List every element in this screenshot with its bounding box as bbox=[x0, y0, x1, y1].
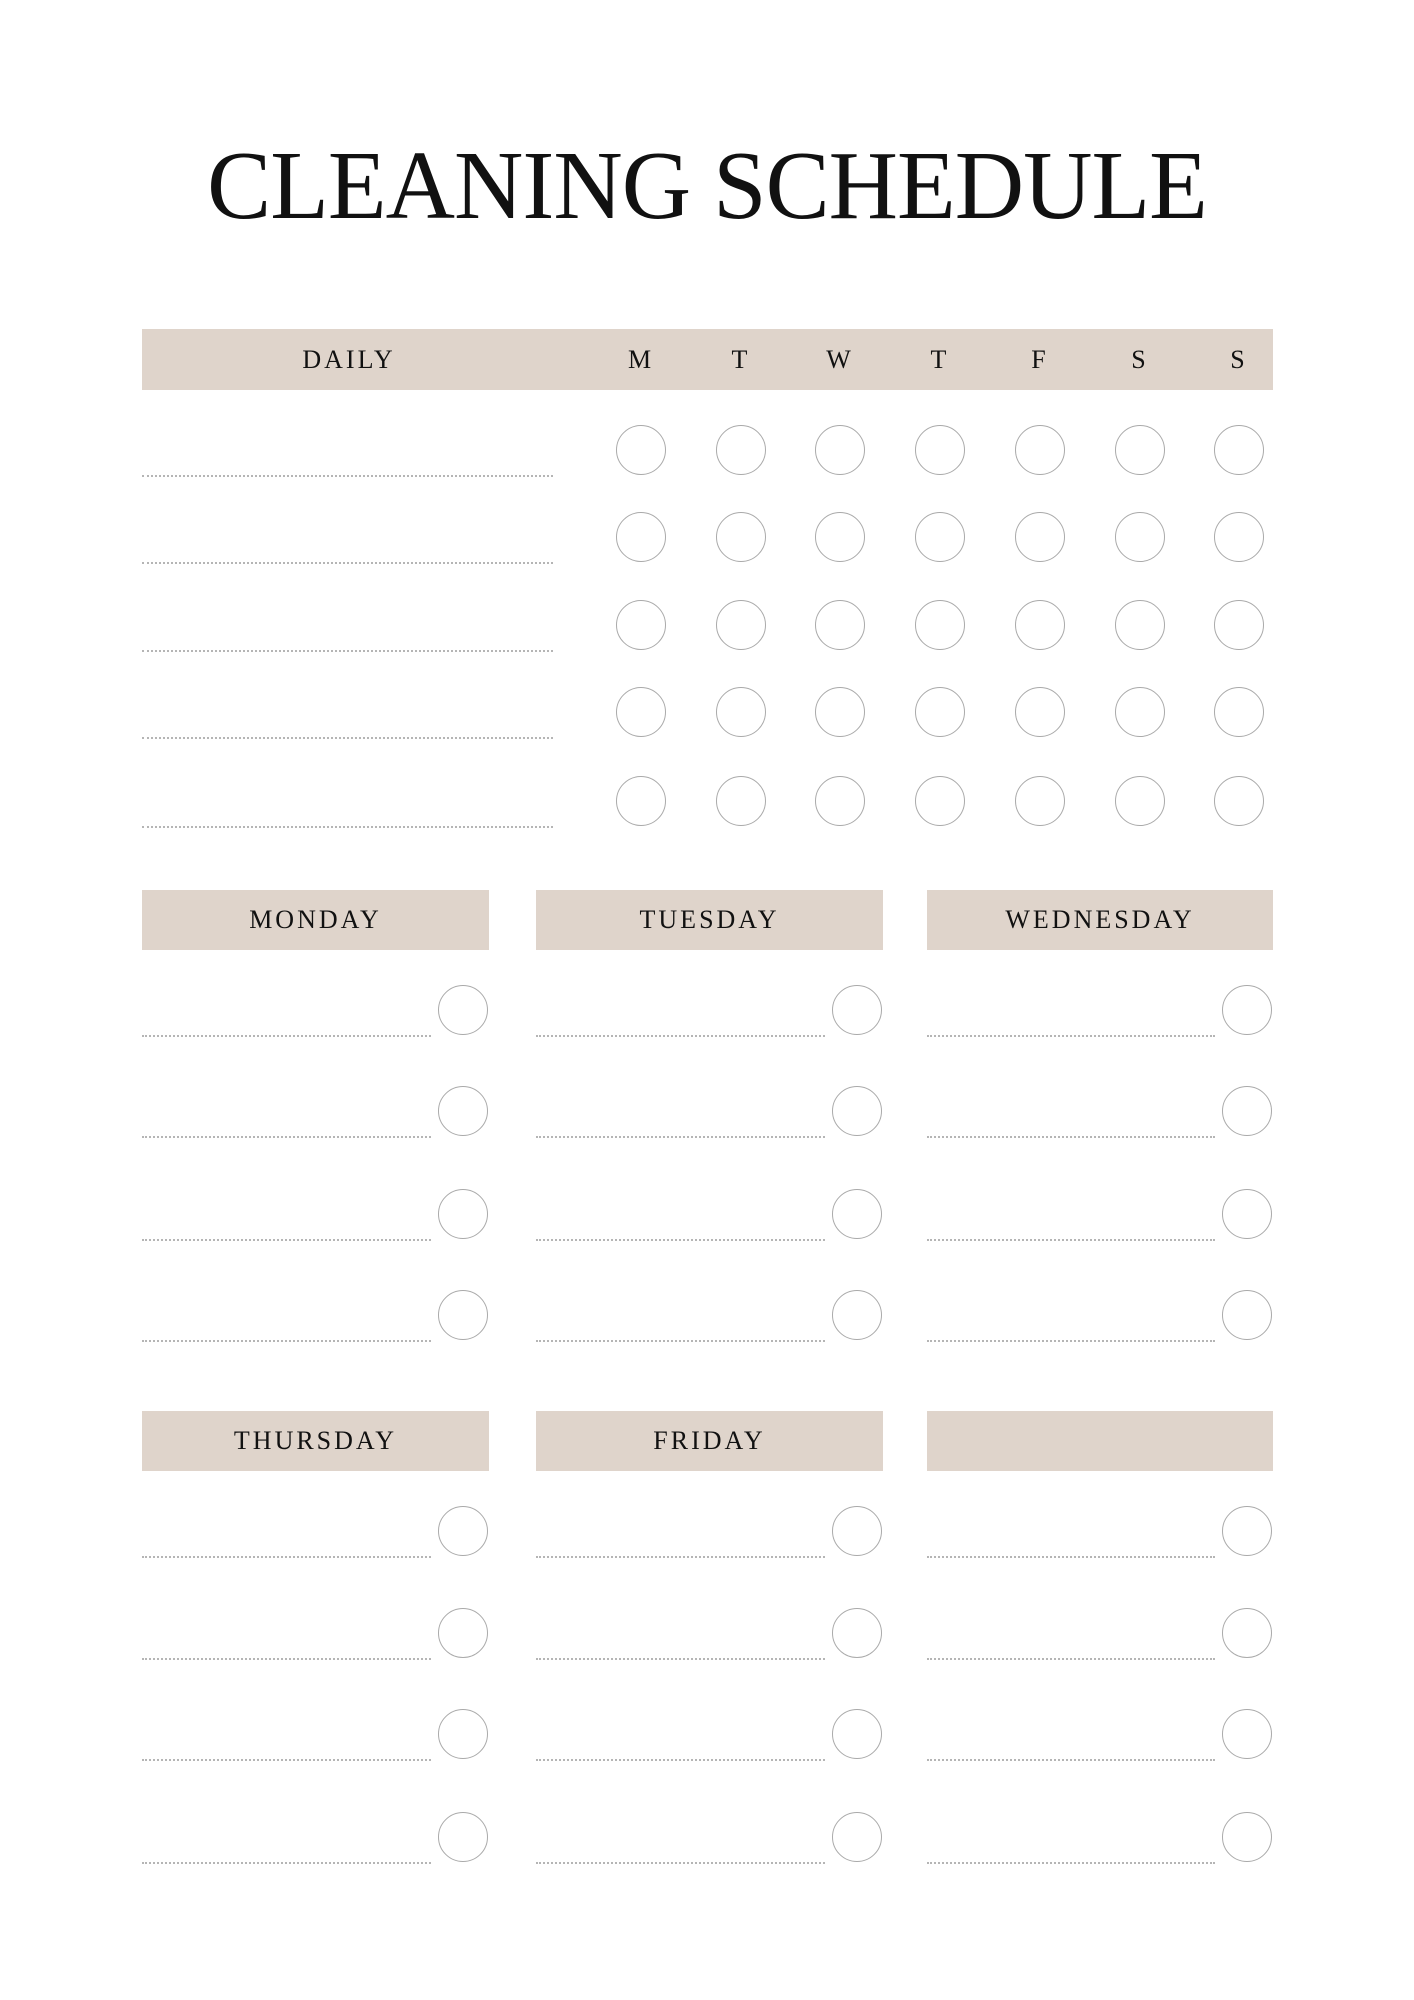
daily-checkbox[interactable] bbox=[1015, 687, 1065, 737]
wednesday-task-line[interactable] bbox=[927, 1035, 1215, 1037]
day-letter-header: S bbox=[1230, 345, 1248, 374]
daily-checkbox[interactable] bbox=[616, 687, 666, 737]
day-letter-header: F bbox=[1031, 345, 1049, 374]
section-label-friday: FRIDAY bbox=[653, 1426, 766, 1455]
daily-checkbox[interactable] bbox=[616, 600, 666, 650]
wednesday-checkbox[interactable] bbox=[1222, 1290, 1272, 1340]
daily-checkbox[interactable] bbox=[915, 425, 965, 475]
daily-task-line[interactable] bbox=[142, 650, 553, 652]
daily-checkbox[interactable] bbox=[815, 600, 865, 650]
extra-checkbox[interactable] bbox=[1222, 1709, 1272, 1759]
tuesday-task-line[interactable] bbox=[536, 1035, 825, 1037]
daily-checkbox[interactable] bbox=[1015, 600, 1065, 650]
monday-task-line[interactable] bbox=[142, 1136, 431, 1138]
section-label-thursday: THURSDAY bbox=[233, 1426, 398, 1455]
daily-checkbox[interactable] bbox=[1015, 425, 1065, 475]
daily-checkbox[interactable] bbox=[1115, 512, 1165, 562]
thursday-checkbox[interactable] bbox=[438, 1709, 488, 1759]
day-letter-header: S bbox=[1131, 345, 1149, 374]
daily-checkbox[interactable] bbox=[1115, 425, 1165, 475]
extra-task-line[interactable] bbox=[927, 1862, 1215, 1864]
tuesday-task-line[interactable] bbox=[536, 1136, 825, 1138]
day-letter-header: W bbox=[826, 345, 854, 374]
daily-checkbox[interactable] bbox=[716, 687, 766, 737]
tuesday-checkbox[interactable] bbox=[832, 985, 882, 1035]
thursday-checkbox[interactable] bbox=[438, 1608, 488, 1658]
monday-task-line[interactable] bbox=[142, 1239, 431, 1241]
daily-checkbox[interactable] bbox=[915, 600, 965, 650]
extra-task-line[interactable] bbox=[927, 1556, 1215, 1558]
wednesday-task-line[interactable] bbox=[927, 1136, 1215, 1138]
daily-checkbox[interactable] bbox=[716, 776, 766, 826]
page-title: CLEANING SCHEDULE bbox=[207, 132, 1207, 240]
tuesday-task-line[interactable] bbox=[536, 1340, 825, 1342]
section-label-tuesday: TUESDAY bbox=[639, 905, 780, 934]
monday-checkbox[interactable] bbox=[438, 985, 488, 1035]
thursday-checkbox[interactable] bbox=[438, 1812, 488, 1862]
thursday-task-line[interactable] bbox=[142, 1658, 431, 1660]
extra-task-line[interactable] bbox=[927, 1759, 1215, 1761]
monday-checkbox[interactable] bbox=[438, 1290, 488, 1340]
daily-task-line[interactable] bbox=[142, 475, 553, 477]
monday-task-line[interactable] bbox=[142, 1340, 431, 1342]
monday-checkbox[interactable] bbox=[438, 1189, 488, 1239]
section-label-monday: MONDAY bbox=[249, 905, 382, 934]
monday-checkbox[interactable] bbox=[438, 1086, 488, 1136]
daily-checkbox[interactable] bbox=[815, 687, 865, 737]
day-letter-header: T bbox=[930, 345, 950, 374]
thursday-checkbox[interactable] bbox=[438, 1506, 488, 1556]
section-header-extra bbox=[927, 1411, 1273, 1471]
friday-task-line[interactable] bbox=[536, 1862, 825, 1864]
daily-checkbox[interactable] bbox=[716, 425, 766, 475]
day-letter-header: M bbox=[627, 345, 655, 374]
section-label-wednesday: WEDNESDAY bbox=[1005, 905, 1195, 934]
daily-checkbox[interactable] bbox=[1214, 600, 1264, 650]
daily-checkbox[interactable] bbox=[1015, 776, 1065, 826]
daily-checkbox[interactable] bbox=[616, 425, 666, 475]
thursday-task-line[interactable] bbox=[142, 1862, 431, 1864]
extra-checkbox[interactable] bbox=[1222, 1812, 1272, 1862]
daily-checkbox[interactable] bbox=[915, 776, 965, 826]
daily-checkbox[interactable] bbox=[716, 600, 766, 650]
daily-checkbox[interactable] bbox=[1214, 687, 1264, 737]
daily-task-line[interactable] bbox=[142, 826, 553, 828]
daily-checkbox[interactable] bbox=[616, 512, 666, 562]
daily-task-line[interactable] bbox=[142, 562, 553, 564]
daily-checkbox[interactable] bbox=[1214, 425, 1264, 475]
wednesday-task-line[interactable] bbox=[927, 1340, 1215, 1342]
daily-checkbox[interactable] bbox=[815, 512, 865, 562]
daily-label: DAILY bbox=[302, 345, 396, 374]
friday-checkbox[interactable] bbox=[832, 1506, 882, 1556]
daily-checkbox[interactable] bbox=[915, 687, 965, 737]
extra-checkbox[interactable] bbox=[1222, 1506, 1272, 1556]
daily-checkbox[interactable] bbox=[815, 776, 865, 826]
daily-checkbox[interactable] bbox=[1115, 687, 1165, 737]
daily-checkbox[interactable] bbox=[1115, 600, 1165, 650]
daily-checkbox[interactable] bbox=[1214, 512, 1264, 562]
daily-checkbox[interactable] bbox=[716, 512, 766, 562]
daily-checkbox[interactable] bbox=[1214, 776, 1264, 826]
tuesday-checkbox[interactable] bbox=[832, 1189, 882, 1239]
friday-checkbox[interactable] bbox=[832, 1812, 882, 1862]
daily-task-line[interactable] bbox=[142, 737, 553, 739]
tuesday-task-line[interactable] bbox=[536, 1239, 825, 1241]
friday-task-line[interactable] bbox=[536, 1556, 825, 1558]
thursday-task-line[interactable] bbox=[142, 1759, 431, 1761]
tuesday-checkbox[interactable] bbox=[832, 1086, 882, 1136]
daily-checkbox[interactable] bbox=[1115, 776, 1165, 826]
day-letter-header: T bbox=[731, 345, 751, 374]
friday-checkbox[interactable] bbox=[832, 1709, 882, 1759]
wednesday-task-line[interactable] bbox=[927, 1239, 1215, 1241]
extra-checkbox[interactable] bbox=[1222, 1608, 1272, 1658]
friday-task-line[interactable] bbox=[536, 1759, 825, 1761]
tuesday-checkbox[interactable] bbox=[832, 1290, 882, 1340]
daily-checkbox[interactable] bbox=[1015, 512, 1065, 562]
daily-checkbox[interactable] bbox=[915, 512, 965, 562]
wednesday-checkbox[interactable] bbox=[1222, 1189, 1272, 1239]
thursday-task-line[interactable] bbox=[142, 1556, 431, 1558]
wednesday-checkbox[interactable] bbox=[1222, 1086, 1272, 1136]
friday-checkbox[interactable] bbox=[832, 1608, 882, 1658]
friday-task-line[interactable] bbox=[536, 1658, 825, 1660]
daily-checkbox[interactable] bbox=[616, 776, 666, 826]
wednesday-checkbox[interactable] bbox=[1222, 985, 1272, 1035]
monday-task-line[interactable] bbox=[142, 1035, 431, 1037]
daily-checkbox[interactable] bbox=[815, 425, 865, 475]
extra-task-line[interactable] bbox=[927, 1658, 1215, 1660]
